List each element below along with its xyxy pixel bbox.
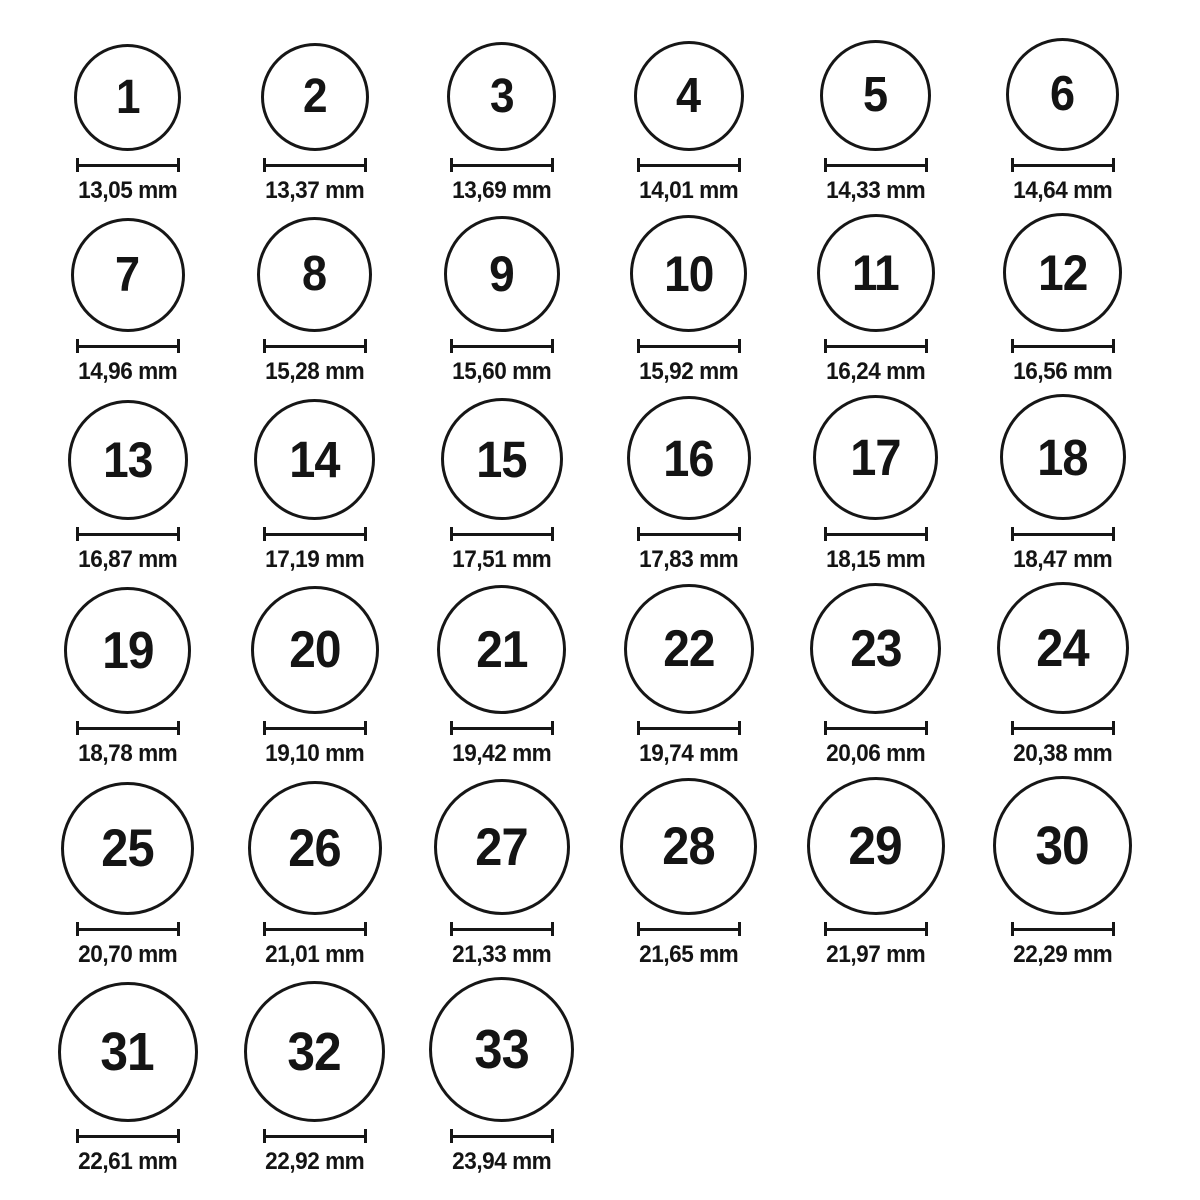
ring-circle-area	[627, 394, 751, 520]
ring-number: 33	[474, 1018, 529, 1080]
ring-circle-area	[434, 776, 570, 915]
ring-number: 25	[101, 819, 154, 878]
diameter-measure-line	[450, 527, 554, 541]
ring-item	[221, 776, 408, 977]
diameter-measure-line	[263, 922, 367, 936]
diameter-label: 14,01 mm	[638, 177, 739, 204]
ring-circle-area	[1006, 38, 1119, 151]
ring-circle	[620, 778, 757, 915]
diameter-measure-line	[450, 721, 554, 735]
diameter-measure-line	[263, 721, 367, 735]
ring-number: 4	[676, 68, 701, 123]
ring-circle-area	[251, 582, 379, 714]
diameter-measure-line	[263, 158, 367, 172]
ring-row	[34, 776, 1200, 977]
ring-row	[34, 977, 1200, 1184]
ring-item	[34, 582, 221, 776]
ring-circle	[58, 982, 198, 1122]
ring-number: 20	[288, 621, 341, 679]
ring-number: 29	[848, 816, 903, 876]
ring-circle	[1000, 394, 1126, 520]
ring-number: 27	[475, 817, 528, 877]
ring-item	[34, 977, 221, 1184]
ring-circle-area	[61, 776, 194, 915]
diameter-label: 20,38 mm	[1012, 740, 1113, 767]
diameter-measure-line	[76, 339, 180, 353]
ring-circle	[630, 215, 747, 332]
ring-number: 22	[662, 620, 715, 678]
ring-circle-area	[997, 582, 1129, 714]
diameter-label: 22,92 mm	[264, 1148, 365, 1175]
ring-circle-area	[261, 38, 369, 151]
ring-circle-area	[74, 38, 181, 151]
ring-circle-area	[64, 582, 191, 714]
ring-circle	[71, 218, 185, 332]
ring-item	[408, 977, 595, 1184]
ring-circle-area	[441, 394, 563, 520]
diameter-measure-line	[824, 158, 928, 172]
ring-circle-area	[444, 213, 560, 332]
diameter-label: 13,37 mm	[264, 177, 365, 204]
ring-circle	[820, 40, 931, 151]
diameter-measure-line	[450, 922, 554, 936]
ring-circle-area	[244, 977, 385, 1122]
diameter-label: 19,74 mm	[638, 740, 739, 767]
diameter-label: 14,96 mm	[77, 358, 178, 385]
ring-circle-area	[810, 582, 941, 714]
ring-number: 17	[850, 429, 901, 486]
ring-circle	[447, 42, 556, 151]
diameter-label: 23,94 mm	[451, 1148, 552, 1175]
diameter-label: 16,24 mm	[825, 358, 926, 385]
ring-number: 11	[852, 245, 899, 301]
ring-number: 26	[288, 818, 341, 878]
diameter-measure-line	[637, 721, 741, 735]
ring-circle	[627, 396, 751, 520]
diameter-measure-line	[1011, 922, 1115, 936]
diameter-measure-line	[76, 721, 180, 735]
diameter-label: 21,97 mm	[825, 941, 926, 968]
ring-item	[408, 776, 595, 977]
diameter-measure-line	[76, 1129, 180, 1143]
ring-circle	[434, 779, 570, 915]
ring-item	[221, 394, 408, 582]
diameter-label: 17,51 mm	[451, 546, 552, 573]
ring-number: 16	[663, 429, 714, 487]
ring-number: 28	[662, 817, 715, 876]
diameter-label: 21,33 mm	[451, 941, 552, 968]
ring-circle	[817, 214, 935, 332]
ring-item	[969, 38, 1156, 213]
diameter-measure-line	[450, 1129, 554, 1143]
diameter-label: 16,87 mm	[77, 546, 178, 573]
diameter-label: 20,06 mm	[825, 740, 926, 767]
ring-number: 15	[476, 430, 527, 488]
ring-item	[34, 213, 221, 394]
ring-item	[595, 213, 782, 394]
diameter-measure-line	[263, 527, 367, 541]
ring-circle-area	[820, 38, 931, 151]
diameter-measure-line	[450, 339, 554, 353]
ring-item	[221, 213, 408, 394]
ring-circle	[1006, 38, 1119, 151]
diameter-label: 16,56 mm	[1012, 358, 1113, 385]
ring-circle	[429, 977, 574, 1122]
diameter-measure-line	[76, 158, 180, 172]
diameter-measure-line	[1011, 721, 1115, 735]
ring-number: 30	[1035, 815, 1090, 876]
ring-circle	[441, 398, 563, 520]
ring-number: 32	[287, 1021, 342, 1082]
diameter-measure-line	[637, 527, 741, 541]
diameter-label: 17,83 mm	[638, 546, 739, 573]
ring-number: 31	[100, 1022, 155, 1082]
ring-circle	[248, 781, 382, 915]
ring-number: 24	[1036, 618, 1089, 678]
diameter-label: 17,19 mm	[264, 546, 365, 573]
diameter-label: 14,33 mm	[825, 177, 926, 204]
ring-item	[782, 394, 969, 582]
ring-number: 3	[489, 69, 514, 123]
ring-item	[408, 38, 595, 213]
ring-circle	[68, 400, 188, 520]
ring-circle-area	[257, 213, 372, 332]
ring-circle-area	[254, 394, 375, 520]
ring-item	[969, 582, 1156, 776]
ring-number: 7	[115, 247, 140, 302]
ring-circle-area	[437, 582, 566, 714]
ring-circle	[74, 44, 181, 151]
ring-circle-area	[429, 977, 574, 1122]
ring-item	[34, 776, 221, 977]
diameter-label: 15,28 mm	[264, 358, 365, 385]
diameter-label: 13,05 mm	[77, 177, 178, 204]
ring-number: 23	[849, 619, 902, 678]
diameter-label: 18,15 mm	[825, 546, 926, 573]
ring-item	[408, 394, 595, 582]
ring-circle-area	[447, 38, 556, 151]
diameter-measure-line	[824, 721, 928, 735]
diameter-label: 21,01 mm	[264, 941, 365, 968]
ring-item	[595, 394, 782, 582]
diameter-measure-line	[637, 339, 741, 353]
ring-item	[782, 582, 969, 776]
diameter-label: 13,69 mm	[451, 177, 552, 204]
ring-item	[34, 394, 221, 582]
ring-circle	[64, 587, 191, 714]
ring-circle	[444, 216, 560, 332]
ring-item	[221, 582, 408, 776]
ring-circle-area	[1003, 213, 1122, 332]
ring-circle-area	[71, 213, 185, 332]
diameter-measure-line	[450, 158, 554, 172]
diameter-measure-line	[1011, 527, 1115, 541]
diameter-measure-line	[1011, 339, 1115, 353]
ring-circle	[807, 777, 945, 915]
ring-item	[595, 582, 782, 776]
ring-circle	[1003, 213, 1122, 332]
diameter-label: 14,64 mm	[1012, 177, 1113, 204]
ring-number: 2	[302, 70, 327, 123]
diameter-measure-line	[637, 922, 741, 936]
ring-item	[969, 213, 1156, 394]
ring-circle	[61, 782, 194, 915]
ring-circle-area	[634, 38, 744, 151]
ring-number: 19	[101, 621, 154, 680]
diameter-measure-line	[76, 922, 180, 936]
ring-row	[34, 38, 1200, 213]
ring-number: 21	[475, 620, 528, 679]
diameter-label: 15,60 mm	[451, 358, 552, 385]
ring-item	[34, 38, 221, 213]
ring-item	[782, 38, 969, 213]
ring-circle-area	[58, 977, 198, 1122]
diameter-label: 19,42 mm	[451, 740, 552, 767]
ring-circle-area	[817, 213, 935, 332]
ring-number: 6	[1050, 67, 1075, 121]
ring-circle-area	[807, 776, 945, 915]
ring-number: 13	[102, 432, 153, 488]
ring-circle	[254, 399, 375, 520]
ring-circle	[993, 776, 1132, 915]
ring-circle	[997, 582, 1129, 714]
diameter-label: 15,92 mm	[638, 358, 739, 385]
ring-number: 12	[1037, 244, 1088, 301]
ring-circle-area	[813, 394, 938, 520]
ring-item	[221, 38, 408, 213]
ring-circle-area	[630, 213, 747, 332]
ring-item	[408, 213, 595, 394]
ring-circle-area	[68, 394, 188, 520]
diameter-label: 19,10 mm	[264, 740, 365, 767]
ring-number: 1	[115, 70, 140, 124]
diameter-measure-line	[76, 527, 180, 541]
ring-circle	[624, 584, 754, 714]
ring-circle	[810, 583, 941, 714]
diameter-label: 18,78 mm	[77, 740, 178, 767]
ring-row	[34, 394, 1200, 582]
ring-number: 18	[1037, 428, 1088, 486]
ring-circle	[251, 586, 379, 714]
diameter-measure-line	[824, 922, 928, 936]
diameter-label: 22,61 mm	[77, 1148, 178, 1175]
ring-item	[782, 213, 969, 394]
ring-row	[34, 582, 1200, 776]
ring-item	[595, 38, 782, 213]
ring-item	[408, 582, 595, 776]
diameter-label: 20,70 mm	[77, 941, 178, 968]
ring-circle-area	[620, 776, 757, 915]
diameter-measure-line	[824, 339, 928, 353]
diameter-measure-line	[263, 1129, 367, 1143]
ring-circle-area	[248, 776, 382, 915]
ring-circle-area	[993, 776, 1132, 915]
ring-circle-area	[1000, 394, 1126, 520]
ring-circle-area	[624, 582, 754, 714]
ring-number: 10	[663, 245, 714, 302]
diameter-measure-line	[1011, 158, 1115, 172]
diameter-label: 18,47 mm	[1012, 546, 1113, 573]
ring-item	[782, 776, 969, 977]
ring-number: 8	[302, 247, 327, 301]
ring-number: 9	[489, 246, 514, 302]
ring-item	[969, 776, 1156, 977]
ring-item	[595, 776, 782, 977]
ring-circle	[813, 395, 938, 520]
ring-circle	[634, 41, 744, 151]
ring-circle	[244, 981, 385, 1122]
ring-item	[221, 977, 408, 1184]
ring-circle	[261, 43, 369, 151]
diameter-measure-line	[824, 527, 928, 541]
ring-item	[969, 394, 1156, 582]
ring-row	[34, 213, 1200, 394]
ring-number: 5	[863, 68, 888, 122]
diameter-measure-line	[637, 158, 741, 172]
ring-circle	[257, 217, 372, 332]
ring-number: 14	[289, 431, 340, 488]
diameter-label: 22,29 mm	[1012, 941, 1113, 968]
ring-circle	[437, 585, 566, 714]
diameter-label: 21,65 mm	[638, 941, 739, 968]
diameter-measure-line	[263, 339, 367, 353]
